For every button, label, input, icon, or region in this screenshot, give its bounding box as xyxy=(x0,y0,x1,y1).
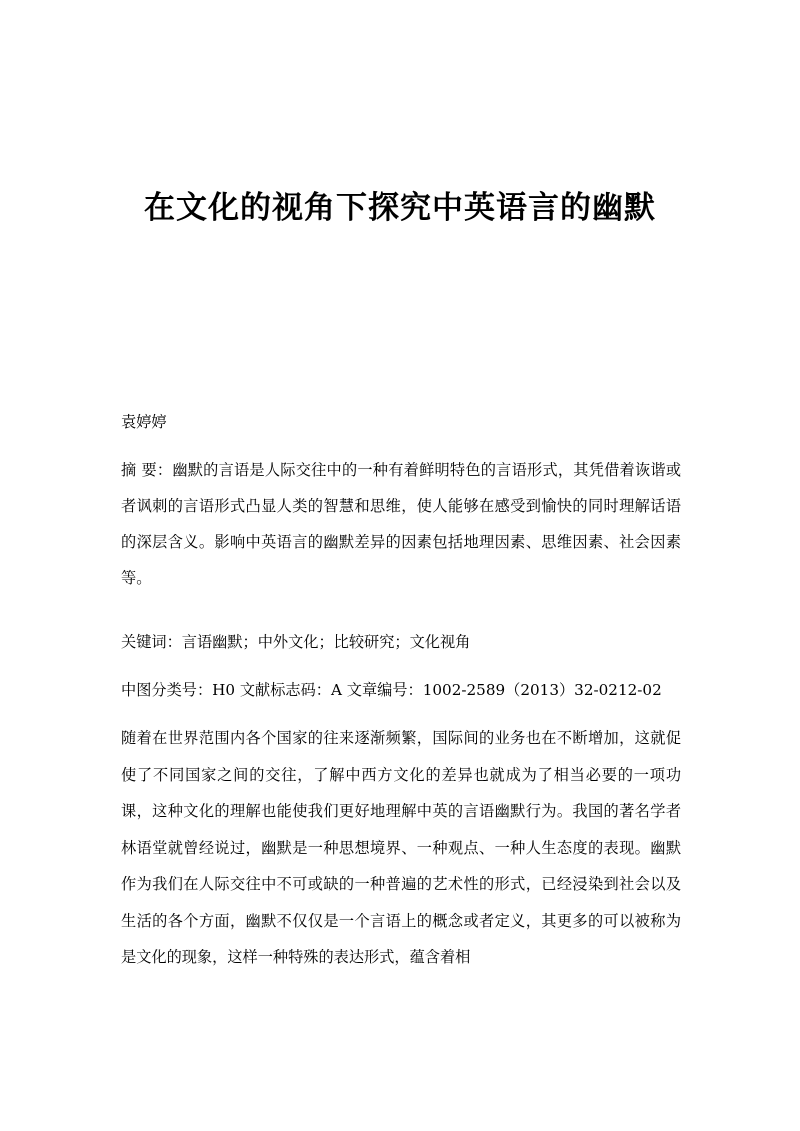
keywords xyxy=(121,624,681,660)
body-paragraph: 随着在世界范围内各个国家的往来逐渐频繁，国际间的业务也在不断增加，这就促使了不同国家之间的交往，了解中西方文化的差异也就成为了相当必要的一项功课，这种文化的理解也能使我们更好地理解中英的言语幽默行为。我国的著名学者林语堂就曾经说过，幽默是一种思想境界、一种观点、一种人生态度的表现。幽默作为我们在人际交往中不可或缺的一种普遍的艺术性的形式，已经浸染到社会以及生活的各个方面，幽默不仅仅是一个言语上的概念或者定义，其更多的可以被称为是文化的现象，这样一种特殊的表达形式，蕴含着相 xyxy=(121,729,681,966)
keywords-text: 言语幽默；中外文化；比较研究；文化视角 xyxy=(181,633,471,651)
abstract-label: 摘 要： xyxy=(121,461,173,479)
abstract-text: 幽默的言语是人际交往中的一种有着鲜明特色的言语形式，其凭借着诙谐或者讽刺的言语形式凸显人类的智慧和思维，使人能够在感受到愉快的同时理解话语的深层含义。影响中英语言的幽默差异的因素包括地理因素、思维因素、社会因素等。 xyxy=(121,461,682,587)
article-title: 在文化的视角下探究中英语言的幽默 xyxy=(144,190,656,226)
keywords-label: 关键词： xyxy=(121,633,182,651)
abstract xyxy=(121,452,681,596)
classification-info: 中图分类号：H0 文献标志码：A 文章编号：1002-2589（2013）32-0212-02 xyxy=(121,681,662,699)
author-name: 袁婷婷 xyxy=(121,413,167,431)
